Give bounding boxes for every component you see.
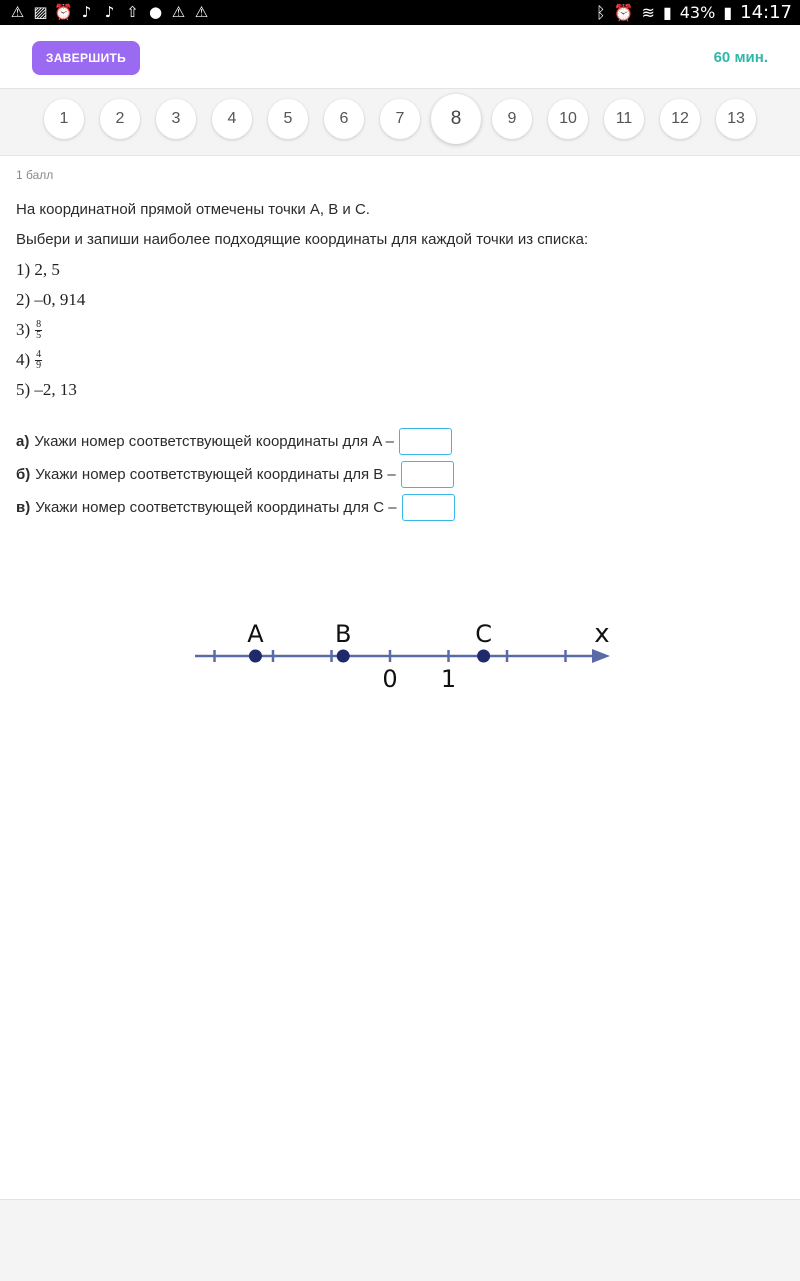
- option-item: [16, 315, 786, 345]
- question-nav-item[interactable]: 7: [380, 99, 420, 139]
- tick-label: 1: [440, 665, 457, 693]
- question-text: На координатной прямой отмечены точки A, B и C.: [16, 201, 370, 218]
- answer-row-a: [16, 425, 786, 458]
- question-nav-item[interactable]: 6: [324, 99, 364, 139]
- point-marker: [477, 650, 490, 663]
- question-nav-item-active[interactable]: 8: [431, 94, 481, 144]
- options-list: [16, 255, 786, 405]
- upload-icon: ⇧: [126, 3, 139, 21]
- option-item: [16, 375, 786, 405]
- system-status: [596, 2, 792, 23]
- answer-input-b[interactable]: [401, 461, 454, 488]
- answer-row-b: [16, 458, 786, 491]
- wifi-icon: ≋: [641, 3, 655, 22]
- question-instruction: Выбери и запиши наиболее подходящие координаты для каждой точки из списка:: [16, 231, 589, 248]
- option-item: [16, 255, 786, 285]
- notification-icons: [8, 3, 211, 22]
- image-icon: ▨: [33, 3, 48, 21]
- battery-icon: ▮: [723, 3, 733, 22]
- fraction-numerator: 8: [36, 318, 42, 330]
- fraction-denominator: 9: [36, 359, 42, 371]
- option-item: [16, 285, 786, 315]
- option-value: 2, 5: [34, 260, 60, 279]
- warning-icon: ⚠: [171, 3, 186, 21]
- option-fraction: [35, 350, 42, 371]
- question-navigation: [0, 89, 800, 156]
- finish-button[interactable]: ЗАВЕРШИТЬ: [32, 41, 140, 75]
- bluetooth-icon: ᛒ: [596, 3, 606, 22]
- option-value: –0, 914: [34, 290, 86, 309]
- answer-input-c[interactable]: [402, 494, 455, 521]
- fraction-numerator: 4: [36, 348, 42, 360]
- option-number: 1): [16, 260, 31, 279]
- warning-icon: ⚠: [194, 3, 209, 21]
- question-nav-item[interactable]: 10: [548, 99, 588, 139]
- option-number: 2): [16, 290, 31, 309]
- question-nav-item[interactable]: 5: [268, 99, 308, 139]
- alarm-icon: ⏰: [613, 3, 634, 22]
- option-number: 3): [16, 320, 31, 339]
- point-label: C: [475, 620, 492, 648]
- prompt-letter: б): [16, 466, 31, 483]
- question-content: [16, 168, 786, 524]
- option-value: –2, 13: [34, 380, 77, 399]
- question-nav-item[interactable]: 9: [492, 99, 532, 139]
- chat-icon: ●: [148, 3, 163, 21]
- axis-arrow-icon: [592, 649, 610, 663]
- point-label: B: [334, 620, 352, 648]
- bell-icon: ♪: [104, 3, 115, 21]
- point-marker: [337, 650, 350, 663]
- battery-percent: 43%: [679, 3, 716, 22]
- status-bar: [0, 0, 800, 25]
- option-number: 4): [16, 350, 31, 369]
- axis-label: x: [594, 619, 610, 649]
- warning-icon: ⚠: [10, 3, 25, 21]
- signal-icon: ▮: [662, 3, 672, 22]
- question-nav-item[interactable]: 4: [212, 99, 252, 139]
- question-nav-item[interactable]: 11: [604, 99, 644, 139]
- number-line-figure: [180, 600, 630, 710]
- prompt-letter: а): [16, 433, 30, 450]
- option-item: [16, 345, 786, 375]
- timer: 60 мин.: [713, 49, 768, 66]
- clock: 14:17: [740, 2, 792, 23]
- option-fraction: [35, 320, 42, 341]
- question-nav-item[interactable]: 12: [660, 99, 700, 139]
- prompt-text: Укажи номер соответствующей координаты для A –: [34, 433, 395, 450]
- tick-label: 0: [382, 665, 398, 693]
- question-nav-item[interactable]: 3: [156, 99, 196, 139]
- fraction-denominator: 5: [36, 329, 42, 341]
- question-points: 1 балл: [16, 168, 54, 182]
- question-nav-item[interactable]: 1: [44, 99, 84, 139]
- question-nav-item[interactable]: 2: [100, 99, 140, 139]
- answer-input-a[interactable]: [399, 428, 452, 455]
- number-line-svg: [180, 600, 630, 710]
- answer-row-c: [16, 491, 786, 524]
- question-nav-item[interactable]: 13: [716, 99, 756, 139]
- alarm-icon: ⏰: [54, 3, 73, 21]
- test-header: [0, 25, 800, 89]
- prompt-letter: в): [16, 499, 31, 516]
- prompt-text: Укажи номер соответствующей координаты для B –: [35, 466, 396, 483]
- answer-prompts: [16, 425, 786, 524]
- bottom-bar: [0, 1199, 800, 1281]
- point-label: A: [247, 620, 264, 648]
- prompt-text: Укажи номер соответствующей координаты для C –: [35, 499, 397, 516]
- point-marker: [249, 650, 262, 663]
- bell-icon: ♪: [81, 3, 92, 21]
- option-number: 5): [16, 380, 31, 399]
